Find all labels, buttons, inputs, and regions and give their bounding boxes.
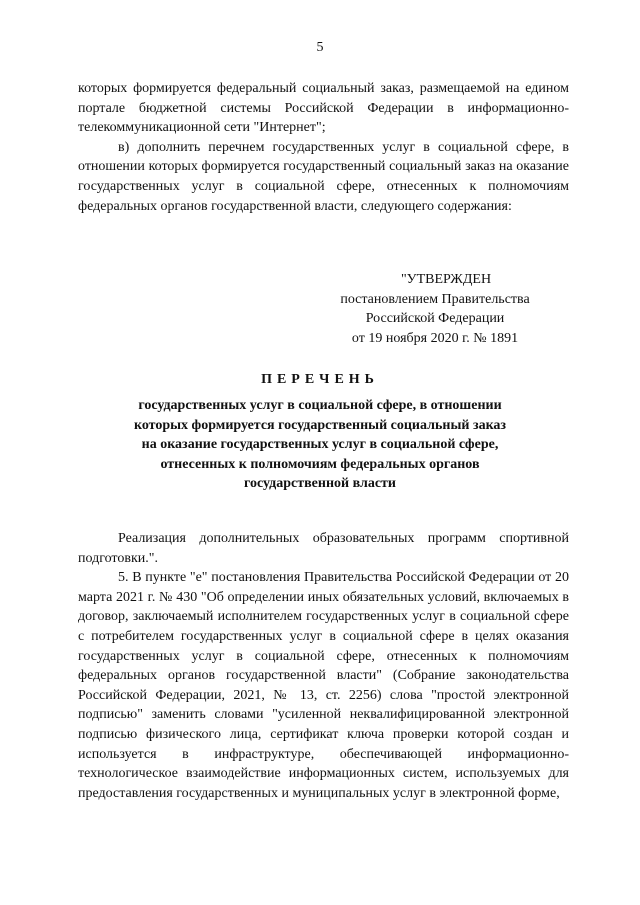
item-v-paragraph: в) дополнить перечнем государственных услуг в социальной сфере, в отношении которых формируется государственный социальный заказ на оказание государственных услуг в социальной сфере, отнесенных к полномочиям федеральных органов государственной власти, следующего содержания: [78, 139, 569, 214]
page-number: 5 [316, 40, 324, 55]
list-subheading [80, 396, 560, 494]
continuation-paragraph: которых формируется федеральный социальный заказ, размещаемой на едином портале бюджетной системы Российской Федерации в информационно-телекоммуникационной сети "Интернет"; [78, 81, 569, 136]
subheading-line: государственной власти [244, 476, 396, 492]
subheading-line: которых формируется государственный социальный заказ [133, 417, 507, 433]
approval-title: "УТВЕРЖДЕН [400, 272, 492, 287]
subheading-line: на оказание государственных услуг в социальной сфере, [141, 437, 499, 453]
intro-section [78, 79, 569, 216]
approval-block [330, 270, 540, 348]
list-item-paragraph: Реализация дополнительных образовательных программ спортивной подготовки.". [78, 531, 569, 566]
approval-date: от 19 ноября 2020 г. № 1891 [351, 330, 519, 346]
point-5-paragraph: 5. В пункте "е" постановления Правительства Российской Федерации от 20 марта 2021 г. № 430 "Об определении иных обязательных условий, включаемых в договор, заключаемый исполнителем государственных услуг в социальной сфере с потребителем государственных услуг в социальной сфере в целях оказания государственных услуг в социальной сфере, отнесенных к полномочиям федеральных органов государственной власти" (Собрание законодательства Российской Федерации, 2021, № 13, ст. 2256) слова "простой электронной подписью" заменить словами "усиленной неквалифицированной электронной подписью физического лица, сертификат ключа проверки которой создан и используется в инфраструктуре, обеспечивающей информационно-технологическое взаимодействие информационных систем, используемых для предоставления государственных и муниципальных услуг в электронной форме, [78, 570, 569, 801]
subheading-line: отнесенных к полномочиям федеральных органов [160, 456, 480, 472]
list-heading: ПЕРЕЧЕНЬ [261, 372, 379, 387]
subheading-line: государственных услуг в социальной сфере, в отношении [138, 398, 502, 413]
closing-section [78, 529, 569, 803]
approval-line-3: Российской Федерации [365, 311, 505, 327]
approval-line-2: постановлением Правительства [340, 291, 530, 307]
